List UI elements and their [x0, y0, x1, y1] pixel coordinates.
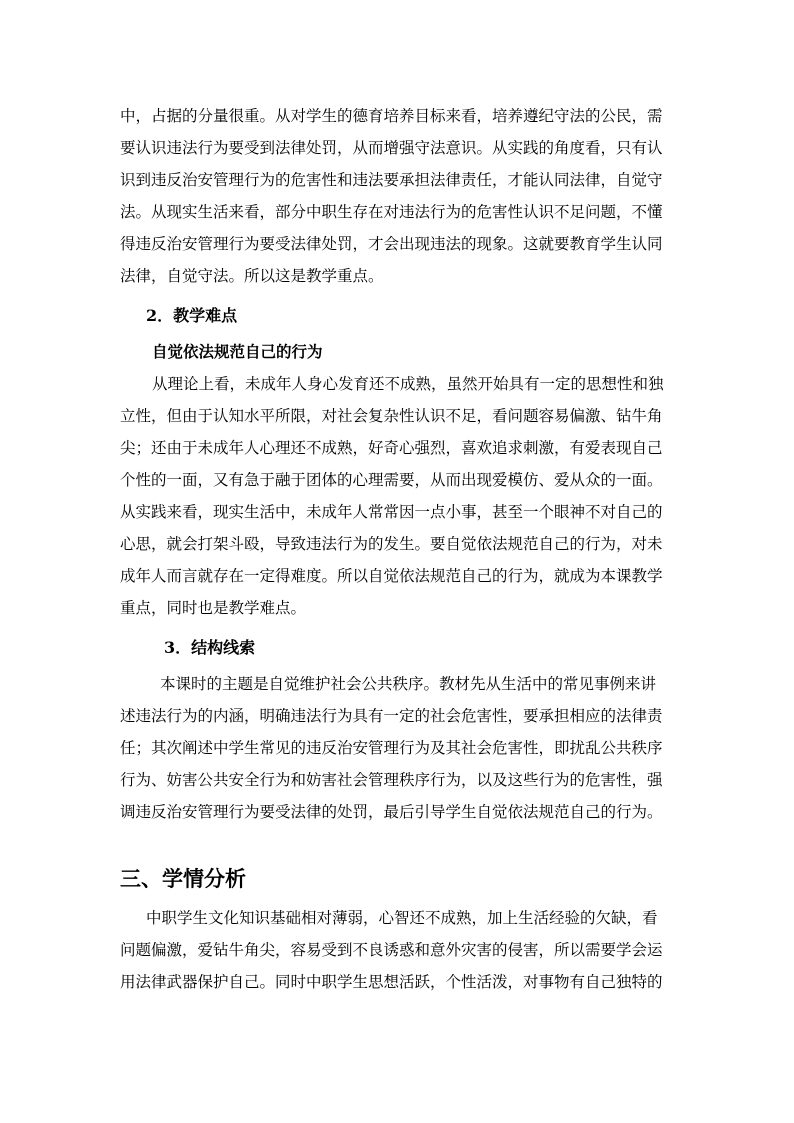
section-2-line-5: 从实践来看，现实生活中，未成年人常常因一点小事，甚至一个眼神不对自己的: [120, 503, 663, 521]
section-3-line-4: 行为、妨害公共安全行为和妨害社会管理秩序行为，以及这些行为的危害性，强: [120, 771, 663, 789]
section-2-line-8: 重点，同时也是教学难点。: [120, 599, 307, 617]
paragraph-1-line-2: 要认识违法行为要受到法律处罚，从而增强守法意识。从实践的角度看，只有认: [120, 139, 663, 157]
section-3-line-1: 本课时的主题是自觉维护社会公共秩序。教材先从生活中的常见事例来讲: [160, 675, 657, 693]
section-three-line-2: 问题偏激，爱钻牛角尖，容易受到不良诱惑和意外灾害的侵害，所以需要学会运: [120, 941, 663, 959]
paragraph-1-line-1: 中，占据的分量很重。从对学生的德育培养目标来看，培养遵纪守法的公民，需: [120, 107, 663, 125]
section-2-line-4: 个性的一面，又有急于融于团体的心理需要，从而出现爱模仿、爱从众的一面。: [120, 471, 663, 489]
paragraph-1-line-6: 法律，自觉守法。所以这是教学重点。: [120, 267, 384, 285]
section-three-heading: 三、学情分析: [120, 866, 246, 891]
paragraph-1-line-4: 法。从现实生活来看，部分中职生存在对违法行为的危害性认识不足问题，不懂: [120, 203, 663, 221]
section-2-line-6: 心思，就会打架斗殴，导致违法行为的发生。要自觉依法规范自己的行为，对未: [120, 535, 663, 553]
paragraph-1-line-5: 得违反治安管理行为要受法律处罚，才会出现违法的现象。这就要教育学生认同: [120, 235, 663, 253]
section-2-heading: 2．教学难点: [146, 306, 238, 325]
section-3-line-5: 调违反治安管理行为要受法律的处罚，最后引导学生自觉依法规范自己的行为。: [120, 803, 663, 821]
section-3-line-3: 任；其次阐述中学生常见的违反治安管理行为及其社会危害性，即扰乱公共秩序: [120, 739, 663, 757]
section-2-line-1: 从理论上看，未成年人身心发育还不成熟，虽然开始具有一定的思想性和独: [152, 375, 664, 393]
section-three-line-1: 中职学生文化知识基础相对薄弱，心智还不成熟，加上生活经验的欠缺，看: [146, 909, 658, 927]
section-3-line-2: 述违法行为的内涵，明确违法行为具有一定的社会危害性，要承担相应的法律责: [120, 707, 663, 725]
section-3-heading: 3．结构线索: [164, 638, 256, 657]
section-2-line-2: 立性，但由于认知水平所限，对社会复杂性认识不足，看问题容易偏激、钻牛角: [120, 407, 663, 425]
section-three-line-3: 用法律武器保护自己。同时中职学生思想活跃，个性活泼，对事物有自己独特的: [120, 973, 663, 991]
section-2-subheading: 自觉依法规范自己的行为: [152, 342, 323, 361]
section-2-line-3: 尖；还由于未成年人心理还不成熟，好奇心强烈，喜欢追求刺激，有爱表现自己: [120, 439, 663, 457]
paragraph-1-line-3: 识到违反治安管理行为的危害性和违法要承担法律责任，才能认同法律，自觉守: [120, 171, 663, 189]
section-2-line-7: 成年人而言就存在一定得难度。所以自觉依法规范自己的行为，就成为本课教学: [120, 567, 663, 585]
